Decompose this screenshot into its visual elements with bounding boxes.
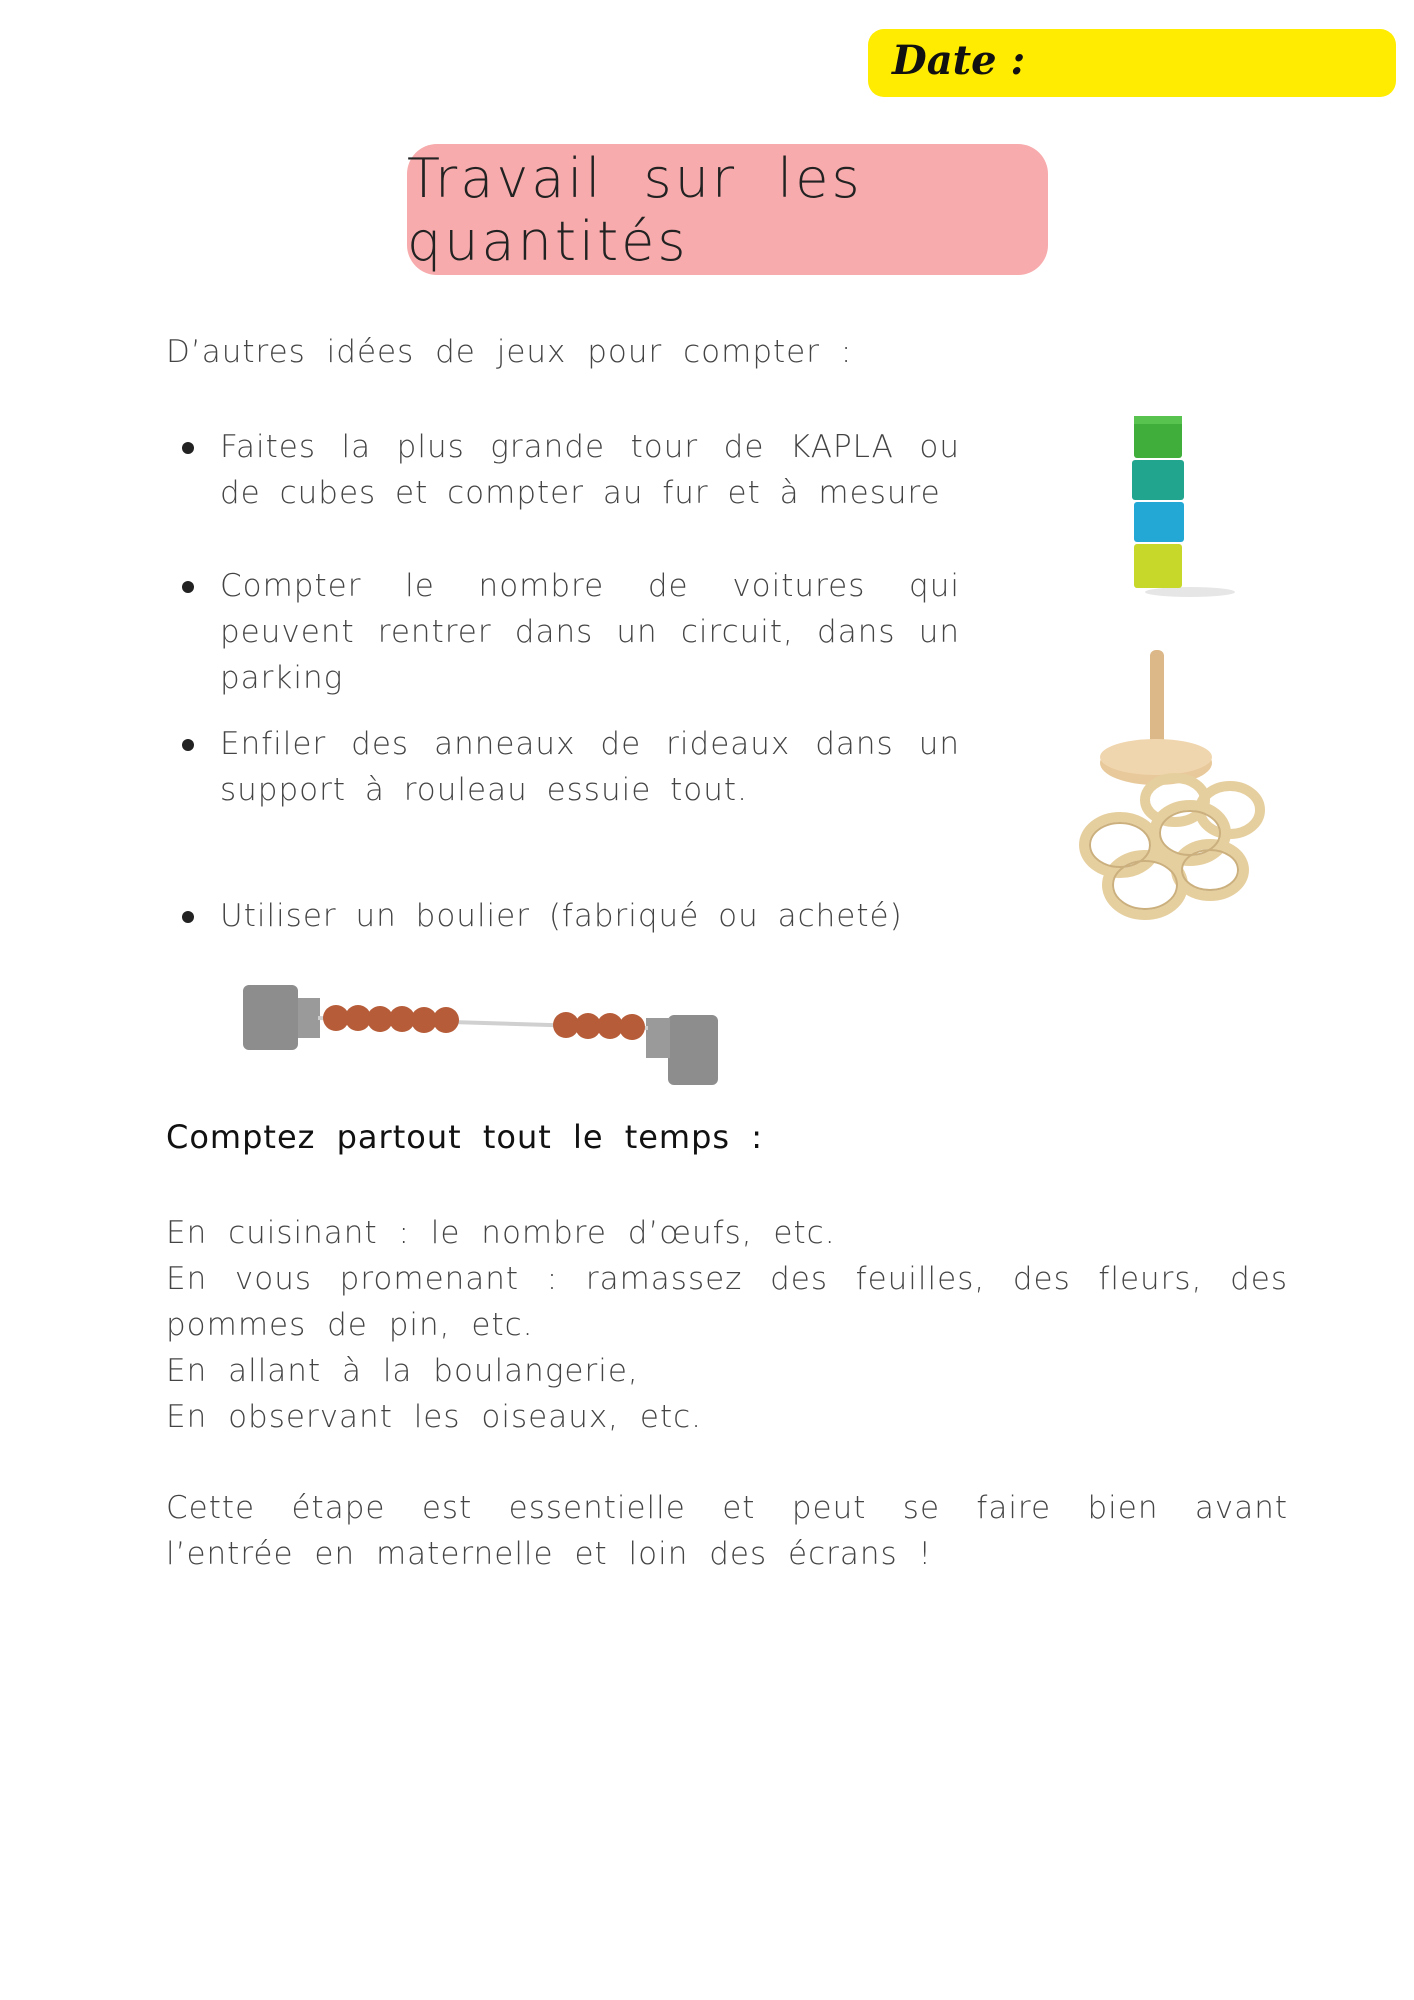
example-line: En cuisinant : le nombre d’œufs, etc. bbox=[166, 1215, 836, 1251]
list-item: Compter le nombre de voitures qui peuvent rentrer dans un circuit, dans un parking bbox=[220, 563, 960, 701]
examples-block bbox=[166, 1210, 1288, 1440]
conclusion-text: Cette étape est essentielle et peut se faire bien avant l’entrée en maternelle et loin des écrans ! bbox=[166, 1490, 1288, 1572]
list-item: Enfiler des anneaux de rideaux dans un support à rouleau essuie tout. bbox=[220, 721, 960, 813]
ring-stacker-image bbox=[1060, 645, 1270, 945]
list-item: Faites la plus grande tour de KAPLA ou de cubes et compter au fur et à mesure bbox=[220, 424, 960, 516]
intro-text: D’autres idées de jeux pour compter : bbox=[166, 334, 853, 370]
example-line: En allant à la boulangerie, bbox=[166, 1353, 639, 1389]
list-item: Utiliser un boulier (fabriqué ou acheté) bbox=[220, 893, 960, 939]
abacus-image bbox=[238, 970, 728, 1090]
date-box bbox=[868, 29, 1396, 97]
page-title: Travail sur les quantités bbox=[407, 146, 863, 273]
date-label: Date : bbox=[892, 37, 1026, 84]
title-box bbox=[407, 144, 1048, 275]
example-line: En vous promenant : ramassez des feuilles, des fleurs, des pommes de pin, etc. bbox=[166, 1261, 1288, 1343]
example-line: En observant les oiseaux, etc. bbox=[166, 1399, 703, 1435]
section-title: Comptez partout tout le temps : bbox=[166, 1118, 764, 1156]
cubes-tower-image bbox=[1120, 410, 1240, 600]
